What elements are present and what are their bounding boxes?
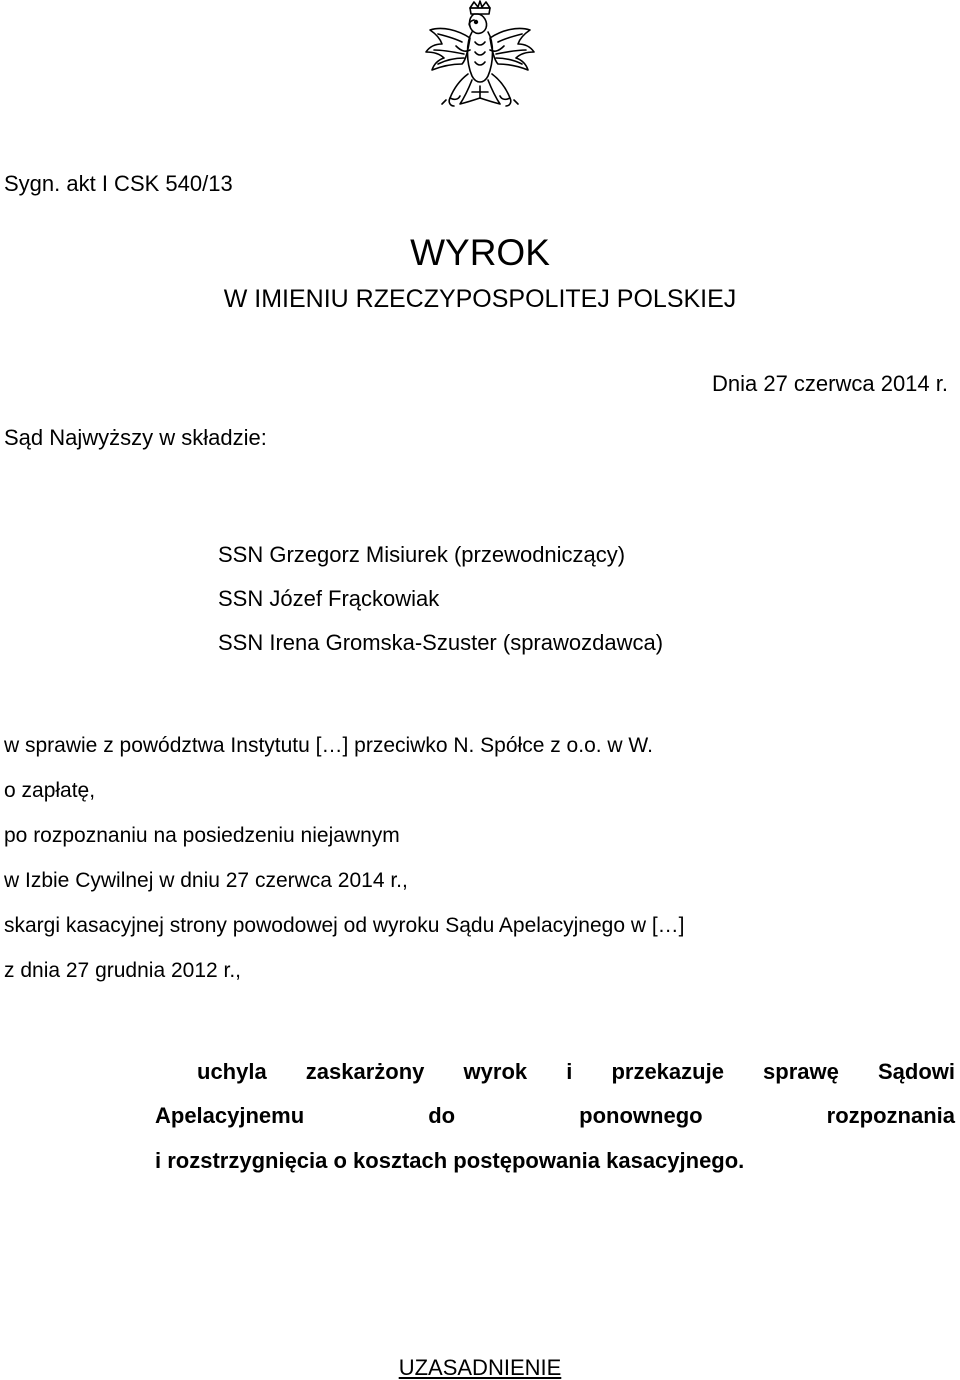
case-line: w sprawie z powództwa Instytutu […] przeciwko N. Spółce z o.o. w W.	[4, 734, 653, 757]
document-title: WYROK	[410, 232, 550, 273]
court-composition-label: Sąd Najwyższy w składzie:	[4, 425, 267, 450]
verdict-line: Apelacyjnemu do ponownego rozpoznania	[155, 1103, 955, 1128]
judgment-date: Dnia 27 czerwca 2014 r.	[711, 371, 948, 396]
document-subtitle: W IMIENIU RZECZYPOSPOLITEJ POLSKIEJ	[223, 285, 737, 313]
case-signature: Sygn. akt I CSK 540/13	[4, 171, 233, 196]
judge-name: SSN Grzegorz Misiurek (przewodniczący)	[218, 542, 626, 567]
polish-eagle-emblem-icon	[412, 0, 548, 132]
case-line: z dnia 27 grudnia 2012 r.,	[4, 959, 242, 982]
case-line: o zapłatę,	[4, 779, 96, 802]
case-line: skargi kasacyjnej strony powodowej od wyroku Sądu Apelacyjnego w […]	[4, 914, 685, 937]
judge-name: SSN Irena Gromska-Szuster (sprawozdawca)	[218, 630, 664, 655]
verdict-line: i rozstrzygnięcia o kosztach postępowania kasacyjnego.	[155, 1148, 745, 1173]
case-line: w Izbie Cywilnej w dniu 27 czerwca 2014 r.,	[4, 869, 408, 892]
reasons-heading: UZASADNIENIE	[398, 1355, 562, 1380]
case-line: po rozpoznaniu na posiedzeniu niejawnym	[4, 824, 400, 847]
verdict-line: uchyla zaskarżony wyrok i przekazuje sprawę Sądowi	[197, 1059, 955, 1084]
judge-name: SSN Józef Frąckowiak	[218, 586, 440, 611]
